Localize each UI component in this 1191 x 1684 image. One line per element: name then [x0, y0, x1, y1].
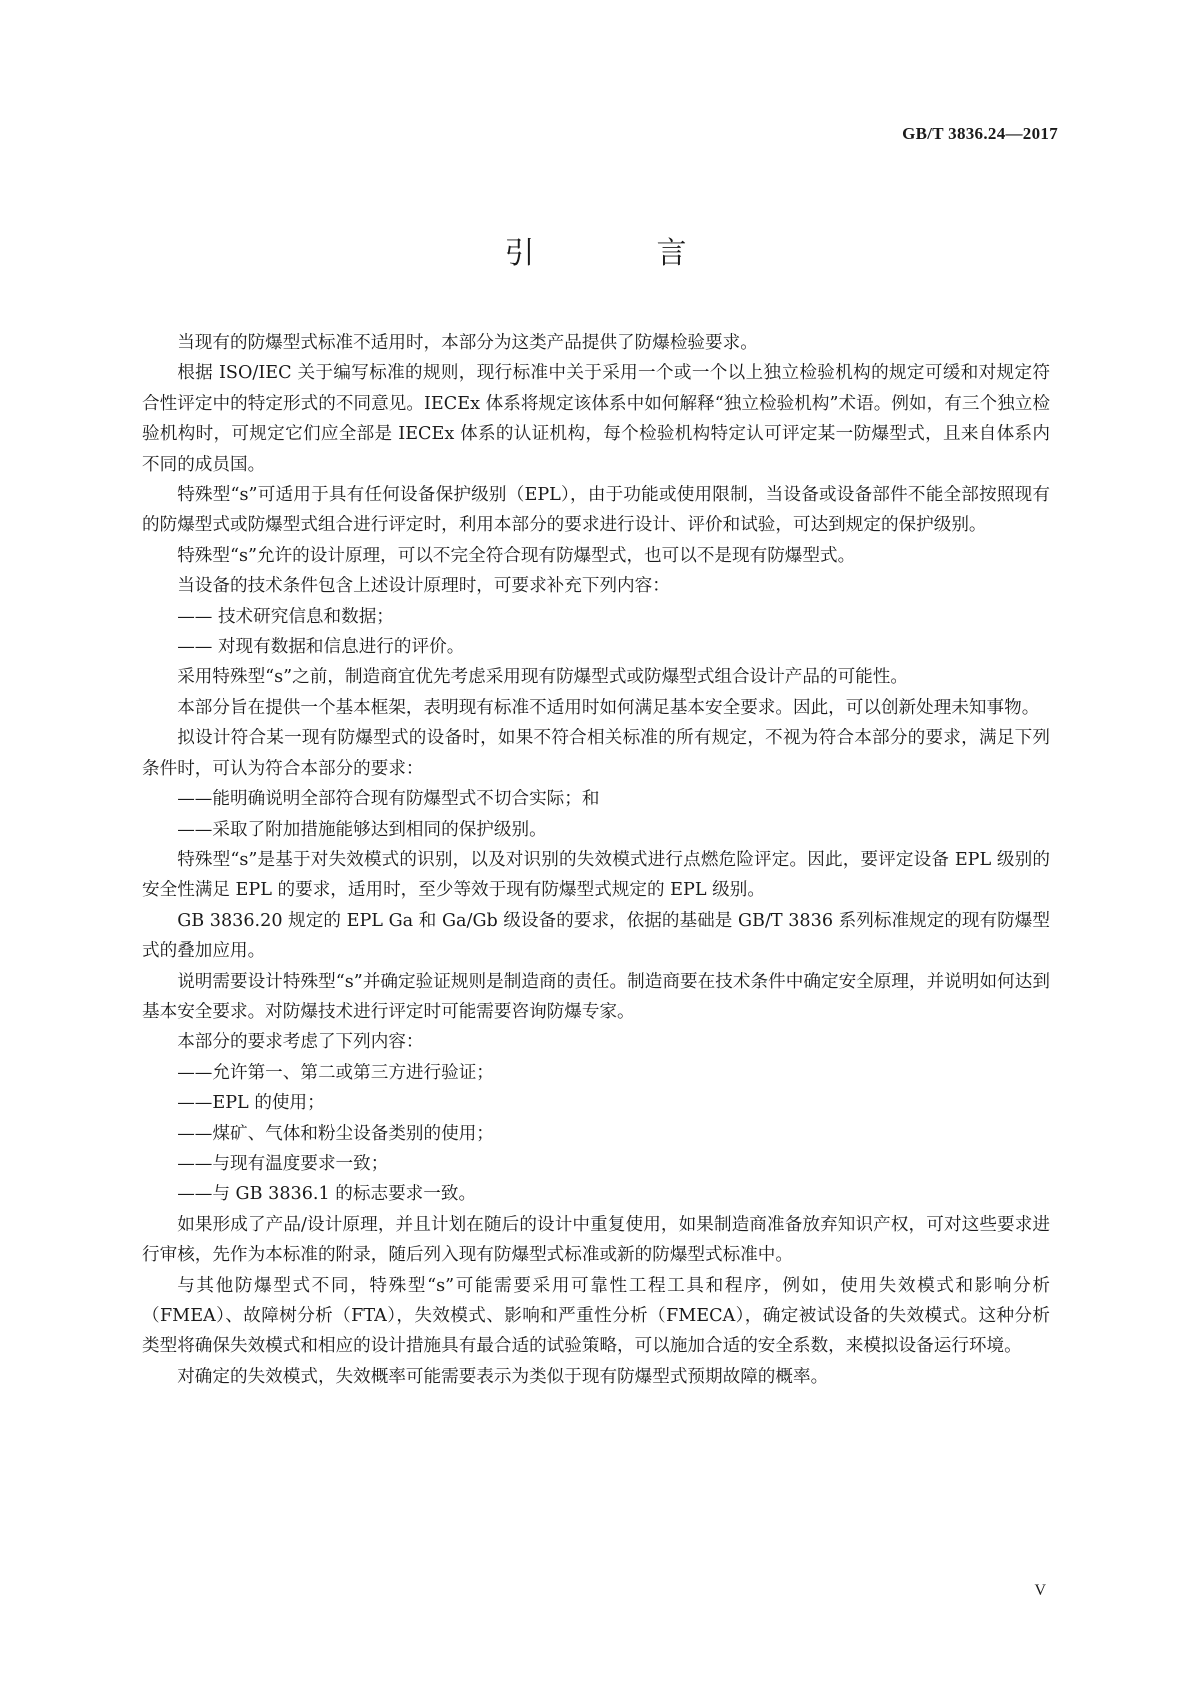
paragraph: GB 3836.20 规定的 EPL Ga 和 Ga/Gb 级设备的要求，依据的基础是 GB/T 3836 系列标准规定的现有防爆型式的叠加应用。: [142, 910, 1050, 962]
paragraph: 本部分的要求考虑了下列内容：: [177, 1032, 424, 1053]
paragraph: 根据 ISO/IEC 关于编写标准的规则，现行标准中关于采用一个或一个以上独立检验机构的规定可缓和对规定符合性评定中的特定形式的不同意见。IECEx 体系将规定该体系中如何解释“独立检验机构”术语。例如，有三个独立检验机构时，可规定它们应全部是 IECEx 体系的认证机构，每个检验机构特定认可评定某一防爆型式，且来自体系内不同的成员国。: [142, 363, 1050, 475]
list-item: ——与 GB 3836.1 的标志要求一致。: [177, 1184, 477, 1205]
standard-code: GB/T 3836.24—2017: [902, 124, 1058, 143]
paragraph: 与其他防爆型式不同，特殊型“s”可能需要采用可靠性工程工具和程序，例如，使用失效模式和影响分析（FMEA）、故障树分析（FTA），失效模式、影响和严重性分析（FMECA），确定被试设备的失效模式。这种分析类型将确保失效模式和相应的设计措施具有最合适的试验策略，可以施加合适的安全系数，来模拟设备运行环境。: [142, 1275, 1050, 1357]
list-item: —— 对现有数据和信息进行的评价。: [177, 637, 465, 658]
paragraph: 拟设计符合某一现有防爆型式的设备时，如果不符合相关标准的所有规定，不视为符合本部分的要求，满足下列条件时，可认为符合本部分的要求：: [142, 728, 1050, 779]
paragraph: 当现有的防爆型式标准不适用时，本部分为这类产品提供了防爆检验要求。: [177, 333, 758, 353]
list-item: ——能明确说明全部符合现有防爆型式不切合实际；和: [177, 789, 600, 810]
list-item: ——采取了附加措施能够达到相同的保护级别。: [177, 819, 547, 840]
paragraph: 特殊型“s”允许的设计原理，可以不完全符合现有防爆型式，也可以不是现有防爆型式。: [177, 545, 856, 566]
list-item: ——与现有温度要求一致；: [177, 1153, 389, 1174]
list-item: ——EPL 的使用；: [177, 1093, 325, 1114]
document-body: [142, 328, 1050, 1392]
page-title: 引 言: [504, 236, 733, 271]
paragraph: 对确定的失效模式，失效概率可能需要表示为类似于现有防爆型式预期故障的概率。: [177, 1366, 829, 1387]
paragraph: 如果形成了产品/设计原理，并且计划在随后的设计中重复使用，如果制造商准备放弃知识产权，可对这些要求进行审核，先作为本标准的附录，随后列入现有防爆型式标准或新的防爆型式标准中。: [142, 1214, 1050, 1266]
list-item: ——煤矿、气体和粉尘设备类别的使用；: [177, 1123, 494, 1144]
paragraph: 本部分旨在提供一个基本框架，表明现有标准不适用时如何满足基本安全要求。因此，可以创新处理未知事物。: [177, 697, 1040, 718]
paragraph: 当设备的技术条件包含上述设计原理时，可要求补充下列内容：: [177, 576, 670, 597]
list-item: —— 技术研究信息和数据；: [177, 606, 394, 627]
list-item: ——允许第一、第二或第三方进行验证；: [177, 1062, 494, 1083]
paragraph: 采用特殊型“s”之前，制造商宜优先考虑采用现有防爆型式或防爆型式组合设计产品的可能性。: [177, 667, 908, 688]
paragraph: 特殊型“s”可适用于具有任何设备保护级别（EPL），由于功能或使用限制，当设备或设备部件不能全部按照现有的防爆型式或防爆型式组合进行评定时，利用本部分的要求进行设计、评价和试验，可达到规定的保护级别。: [142, 485, 1050, 536]
paragraph: 特殊型“s”是基于对失效模式的识别，以及对识别的失效模式进行点燃危险评定。因此，要评定设备 EPL 级别的安全性满足 EPL 的要求，适用时，至少等效于现有防爆型式规定的 EPL 级别。: [142, 849, 1050, 901]
page-number: V: [1034, 1582, 1046, 1599]
paragraph: 说明需要设计特殊型“s”并确定验证规则是制造商的责任。制造商要在技术条件中确定安全原理，并说明如何达到基本安全要求。对防爆技术进行评定时可能需要咨询防爆专家。: [142, 971, 1050, 1022]
